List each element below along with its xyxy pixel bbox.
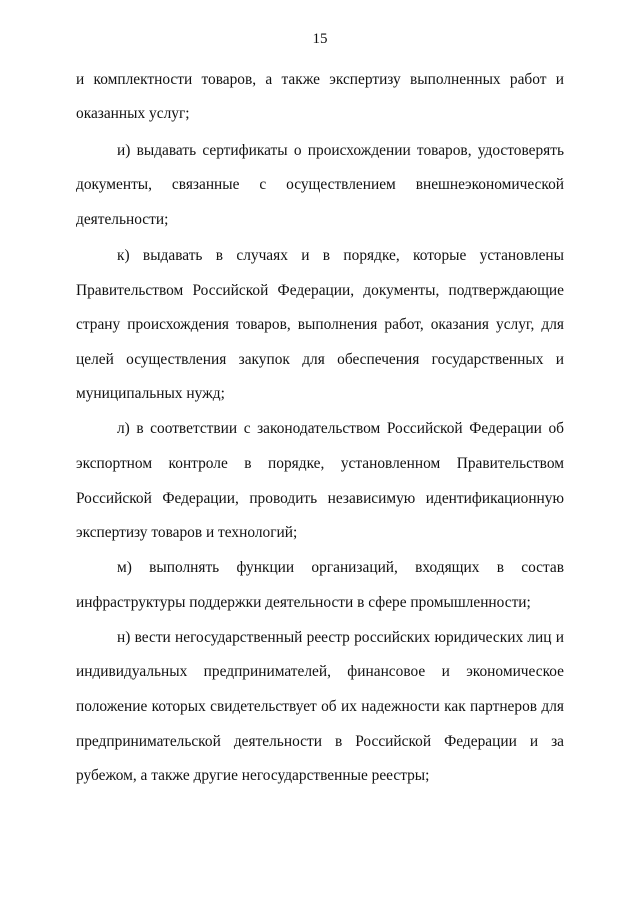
text-line: л) в соответствии с законодательством Российской Федерации об (117, 420, 564, 437)
text-line: положение которых свидетельствует об их надежности как партнеров для (76, 698, 564, 715)
text-line: инфраструктуры поддержки деятельности в сфере промышленности; (76, 594, 531, 611)
text-line: страну происхождения товаров, выполнения работ, оказания услуг, для (76, 316, 564, 333)
text-line: предпринимательской деятельности в Российской Федерации и за (76, 733, 564, 750)
text-line: Правительством Российской Федерации, документы, подтверждающие (76, 282, 564, 299)
text-line: целей осуществления закупок для обеспечения государственных и (76, 351, 564, 368)
text-line: документы, связанные с осуществлением внешнеэкономической (76, 176, 564, 193)
text-line: н) вести негосударственный реестр российских юридических лиц и (117, 629, 564, 646)
text-line: экспертизу товаров и технологий; (76, 524, 298, 541)
text-line: рубежом, а также другие негосударственные реестры; (76, 767, 430, 784)
text-line: Российской Федерации, проводить независимую идентификационную (76, 490, 564, 507)
text-line: деятельности; (76, 211, 169, 228)
text-line: м) выполнять функции организаций, входящих в состав (117, 559, 564, 576)
text-line: экспортном контроле в порядке, установленном Правительством (76, 455, 564, 472)
text-line: и комплектности товаров, а также экспертизу выполненных работ и (76, 71, 564, 88)
text-line: индивидуальных предпринимателей, финансовое и экономическое (76, 663, 564, 680)
text-line: и) выдавать сертификаты о происхождении товаров, удостоверять (117, 142, 564, 159)
text-line: муниципальных нужд; (76, 385, 225, 402)
text-line: к) выдавать в случаях и в порядке, которые установлены (117, 247, 564, 264)
page-number: 15 (312, 31, 328, 47)
text-line: оказанных услуг; (76, 105, 190, 122)
